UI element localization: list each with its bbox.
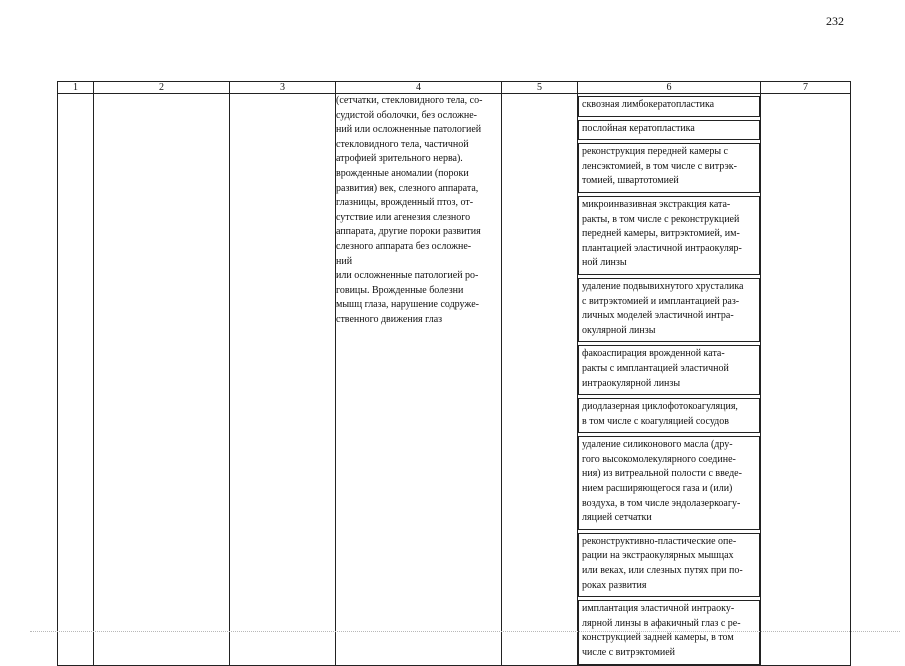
diagnosis-line: мышц глаза, нарушение содруже-: [336, 299, 479, 311]
diagnosis-line: ний: [336, 255, 353, 267]
cell-col-2: [94, 94, 230, 666]
column-number-3: 3: [230, 82, 336, 94]
procedure-item: [578, 345, 760, 395]
diagnosis-line: стекловидного тела, частичной: [336, 138, 469, 150]
procedure-line: сквозная лимбокератопластика: [582, 99, 715, 110]
procedure-line: диодлазерная циклофотокоагуляция,: [582, 401, 738, 413]
procedure-line: ракты, в том числе с реконструкцией: [582, 213, 740, 225]
diagnosis-line: слезного аппарата без осложне-: [336, 240, 472, 252]
procedure-line: послойная кератопластика: [582, 122, 695, 134]
procedure-line: реконструктивно-пластические опе-: [582, 535, 737, 547]
procedure-list: [578, 96, 760, 665]
scan-edge-divider: [30, 631, 900, 632]
cell-col-5: [502, 94, 578, 666]
diagnosis-line: глазницы, врожденный птоз, от-: [336, 197, 474, 209]
procedure-line: или веках, или слезных путях при по-: [582, 565, 743, 577]
procedure-item: [578, 196, 760, 275]
diagnosis-line: врожденные аномалии (пороки: [336, 167, 469, 179]
diagnosis-line: ний или осложненные патологией: [336, 124, 482, 136]
procedure-line: ленсэктомией, в том числе с витрэк-: [582, 160, 737, 172]
column-number-6: 6: [578, 82, 761, 94]
diagnosis-line: атрофией зрительного нерва).: [336, 153, 463, 165]
diagnosis-line: ственного движения глаз: [336, 313, 443, 325]
procedure-item: [578, 398, 760, 433]
page-number: 232: [826, 14, 844, 28]
procedure-line: имплантация эластичной интраоку-: [582, 603, 735, 615]
procedure-item: [578, 278, 760, 342]
column-number-7: 7: [761, 82, 851, 94]
column-number-2: 2: [94, 82, 230, 94]
procedure-item: [578, 533, 760, 597]
procedure-line: окулярной линзы: [582, 324, 656, 336]
diagnosis-line: говицы. Врожденные болезни: [336, 284, 464, 296]
procedure-item: [578, 120, 760, 141]
procedure-line: ракты с имплантацией эластичной: [582, 362, 729, 374]
column-number-5: 5: [502, 82, 578, 94]
cell-col-7: [761, 94, 851, 666]
procedure-line: конструкцией задней камеры, в том: [582, 632, 734, 644]
procedure-line: рации на экстраокулярных мышцах: [582, 550, 734, 562]
procedure-item: [578, 600, 760, 664]
procedure-line: факоаспирация врожденной ката-: [582, 348, 725, 360]
diagnosis-line: судистой оболочки, без осложне-: [336, 109, 477, 121]
column-number-4: 4: [336, 82, 502, 94]
procedure-line: удаление силиконового масла (дру-: [582, 439, 733, 451]
procedure-line: числе с витрэктомией: [582, 647, 676, 658]
procedure-item: [578, 436, 760, 530]
procedure-line: лярной линзы в афакичный глаз с ре-: [582, 617, 741, 629]
procedure-line: интраокулярной линзы: [582, 377, 681, 389]
diagnosis-line: сутствие или агенезия слезного: [336, 211, 471, 223]
diagnosis-cell: [336, 94, 502, 666]
procedure-line: удаление подвывихнутого хрусталика: [582, 280, 744, 292]
diagnosis-line: (сетчатки, стекловидного тела, со-: [336, 95, 483, 106]
table-row: [58, 94, 851, 666]
diagnosis-line: аппарата, другие пороки развития: [336, 226, 481, 238]
procedure-line: микроинвазивная экстракция ката-: [582, 198, 731, 210]
procedure-line: воздуха, в том числе эндолазеркоагу-: [582, 497, 741, 509]
procedure-line: ния) из витреальной полости с введе-: [582, 468, 742, 480]
column-number-1: 1: [58, 82, 94, 94]
procedure-line: роках развития: [582, 579, 647, 591]
procedure-item: [578, 96, 760, 117]
procedure-line: личных моделей эластичной интра-: [582, 310, 734, 322]
procedure-line: ной линзы: [582, 257, 627, 269]
column-number-row: [58, 82, 851, 94]
procedure-line: томией, швартотомией: [582, 175, 679, 187]
procedure-line: в том числе с коагуляцией сосудов: [582, 415, 729, 427]
diagnosis-line: развития) век, слезного аппарата,: [336, 182, 479, 194]
cell-col-1: [58, 94, 94, 666]
procedure-line: реконструкция передней камеры с: [582, 146, 728, 158]
procedure-line: нием расширяющегося газа и (или): [582, 483, 733, 495]
procedure-line: передней камеры, витрэктомией, им-: [582, 228, 740, 240]
procedure-line: гого высокомолекулярного соедине-: [582, 453, 736, 465]
procedure-line: ляцией сетчатки: [582, 512, 652, 524]
medical-care-table: [57, 81, 851, 666]
diagnosis-line: или осложненные патологией ро-: [336, 270, 479, 282]
procedure-line: плантацией эластичной интраокуляр-: [582, 242, 742, 254]
procedure-line: с витрэктомией и имплантацией раз-: [582, 295, 740, 307]
procedure-item: [578, 143, 760, 193]
procedures-cell: [578, 94, 761, 666]
cell-col-3: [230, 94, 336, 666]
